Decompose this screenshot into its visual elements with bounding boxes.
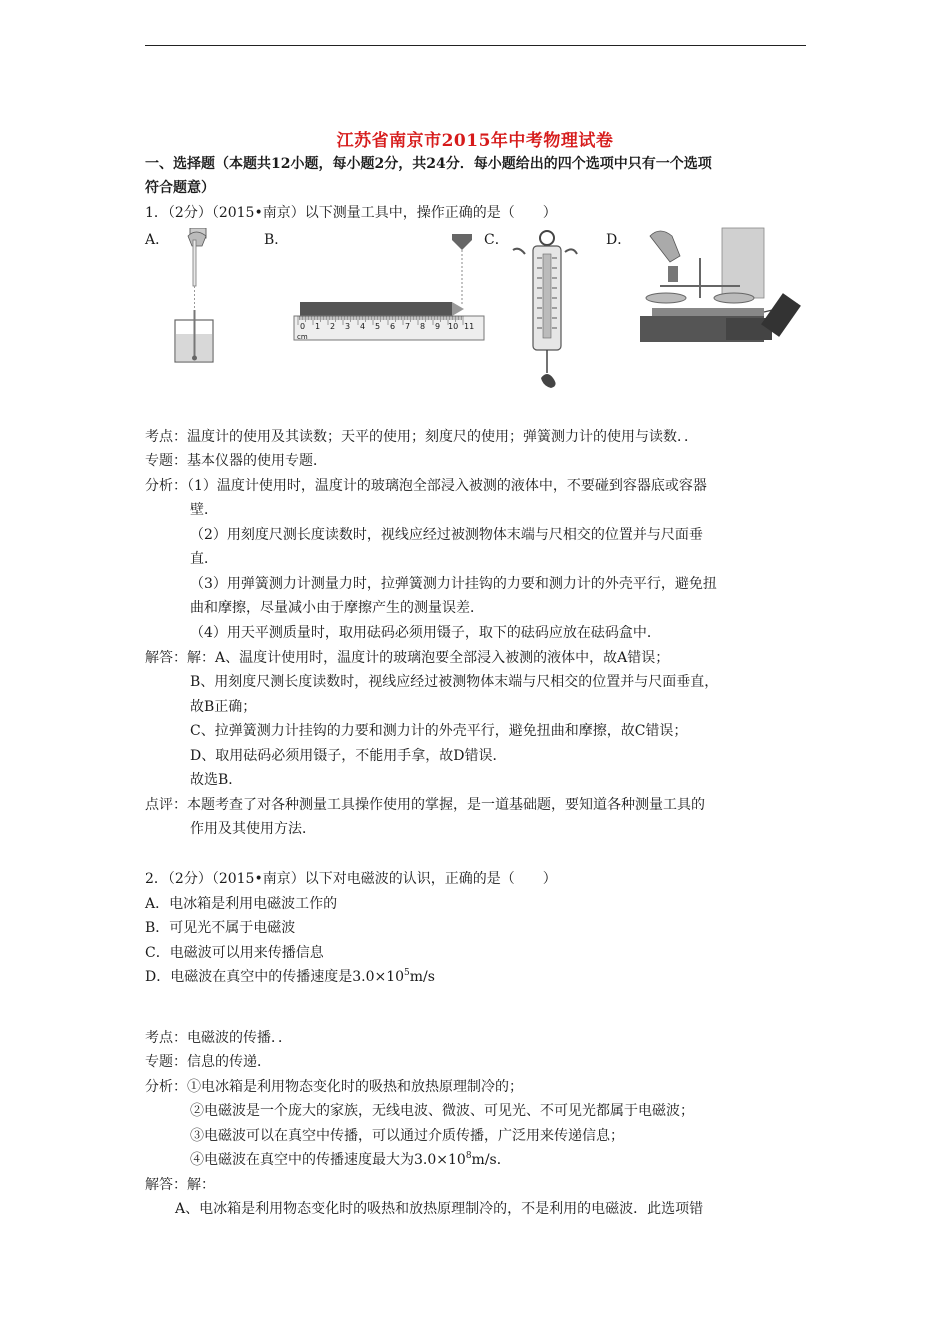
q1-option-d-label: D． (606, 232, 632, 248)
ruler-tick-label: 2 (330, 322, 336, 331)
ruler-tick-label: 1 (315, 322, 321, 331)
q1-dianping-line: 作用及其使用方法． (190, 821, 316, 837)
page-title: 江苏省南京市2015年中考物理试卷 (336, 131, 614, 151)
ruler-tick-labels (294, 322, 484, 334)
q1-fenxi-line: （4）用天平测质量时，取用砝码必须用镊子，取下的砝码应放在砝码盒中． (190, 625, 661, 641)
thermometer-beaker-figure (160, 228, 220, 366)
q2-fenxi-line (190, 1151, 511, 1169)
ruler-tick-label: 10 (448, 322, 459, 331)
ruler-tick-label: 0 (300, 322, 306, 331)
ruler-tick-label: 4 (360, 322, 366, 331)
q1-fenxi-line: 壁． (190, 502, 218, 518)
q1-jieda-line: 解答：解：A、温度计使用时，温度计的玻璃泡要全部浸入被测的液体中，故A错误； (145, 650, 670, 666)
q2-fenxi4-prefix: ④电磁波在真空中的传播速度最大为3.0×10 (190, 1152, 466, 1168)
q2-fenxi4-unit: m/s． (471, 1152, 511, 1168)
ruler-tick-label: 3 (345, 322, 351, 331)
q2-fenxi-line: 分析：①电冰箱是利用物态变化时的吸热和放热原理制冷的； (145, 1079, 523, 1095)
q1-jieda-line: 故B正确； (190, 699, 257, 715)
ruler-tick-label: 8 (420, 322, 426, 331)
q1-jieda-line: D、取用砝码必须用镊子，不能用手拿，故D错误． (190, 748, 507, 764)
spring-scale-figure (505, 228, 585, 393)
q1-option-c-label: C． (484, 232, 509, 248)
q1-option-a-label: A． (145, 232, 170, 248)
q2-option-b: B．可见光不属于电磁波 (145, 920, 296, 936)
q1-dianping-line: 点评：本题考查了对各种测量工具操作使用的掌握，是一道基础题，要知道各种测量工具的 (145, 797, 705, 813)
q1-fenxi-line: （3）用弹簧测力计测量力时，拉弹簧测力计挂钩的力要和测力计的外壳平行，避免扭 (190, 576, 717, 592)
ruler-tick-label: 6 (390, 322, 396, 331)
ruler-tick-label: 11 (464, 322, 475, 331)
balance-tweezers-figure (630, 226, 806, 346)
ruler-tick-label: 7 (405, 322, 411, 331)
q1-fenxi-line: （2）用刻度尺测长度读数时，视线应经过被测物体末端与尺相交的位置并与尺面垂 (190, 527, 703, 543)
q2-fenxi-line: ③电磁波可以在真空中传播，可以通过介质传播，广泛用来传递信息； (190, 1128, 624, 1144)
q2-fenxi-line: ②电磁波是一个庞大的家族，无线电波、微波、可见光、不可见光都属于电磁波； (190, 1103, 694, 1119)
q1-stem: 1．（2分）（2015•南京）以下测量工具中，操作正确的是（ ） (145, 205, 557, 221)
q2-stem: 2．（2分）（2015•南京）以下对电磁波的认识，正确的是（ ） (145, 871, 557, 887)
q1-fenxi-line: 曲和摩擦，尽量减小由于摩擦产生的测量误差． (190, 600, 484, 616)
q2-option-d-exponent: 5 (404, 968, 410, 978)
q2-kaodian: 考点：电磁波的传播．． (145, 1030, 292, 1046)
ruler-unit: cm (297, 333, 308, 341)
q2-option-c: C．电磁波可以用来传播信息 (145, 945, 324, 961)
q2-fenxi4-exponent: 8 (465, 1151, 472, 1161)
q2-option-d (145, 968, 435, 986)
section-heading-cont: 符合题意） (145, 180, 215, 196)
q1-kaodian: 考点：温度计的使用及其读数；天平的使用；刻度尺的使用；弹簧测力计的使用与读数．． (145, 429, 698, 445)
q2-jieda-line: A、电冰箱是利用物态变化时的吸热和放热原理制冷的，不是利用的电磁波．此选项错 (175, 1201, 704, 1217)
q2-zhuanti: 专题：信息的传递． (145, 1054, 271, 1070)
q1-jieda-line: C、拉弹簧测力计挂钩的力要和测力计的外壳平行，避免扭曲和摩擦，故C错误； (190, 723, 688, 739)
q1-jieda-line: 故选B． (190, 772, 243, 788)
q2-jieda-line: 解答：解： (145, 1177, 215, 1193)
q1-option-b-label: B． (264, 232, 289, 248)
q1-fenxi-line: 分析：（1）温度计使用时，温度计的玻璃泡全部浸入被测的液体中，不要碰到容器底或容器 (145, 478, 707, 494)
q1-fenxi-line: 直． (190, 551, 218, 567)
q2-option-d-unit: m/s (409, 969, 435, 985)
q2-option-d-prefix: D．电磁波在真空中的传播速度是3.0×10 (145, 969, 405, 985)
ruler-tick-label: 5 (375, 322, 381, 331)
header-rule (145, 45, 806, 46)
ruler-tick-label: 9 (435, 322, 441, 331)
q1-zhuanti: 专题：基本仪器的使用专题． (145, 453, 327, 469)
section-heading: 一、选择题（本题共12小题，每小题2分，共24分．每小题给出的四个选项中只有一个选项 (145, 156, 712, 172)
q2-option-a: A．电冰箱是利用电磁波工作的 (145, 896, 338, 912)
q1-jieda-line: B、用刻度尺测长度读数时，视线应经过被测物体末端与尺相交的位置并与尺面垂直， (190, 674, 719, 690)
